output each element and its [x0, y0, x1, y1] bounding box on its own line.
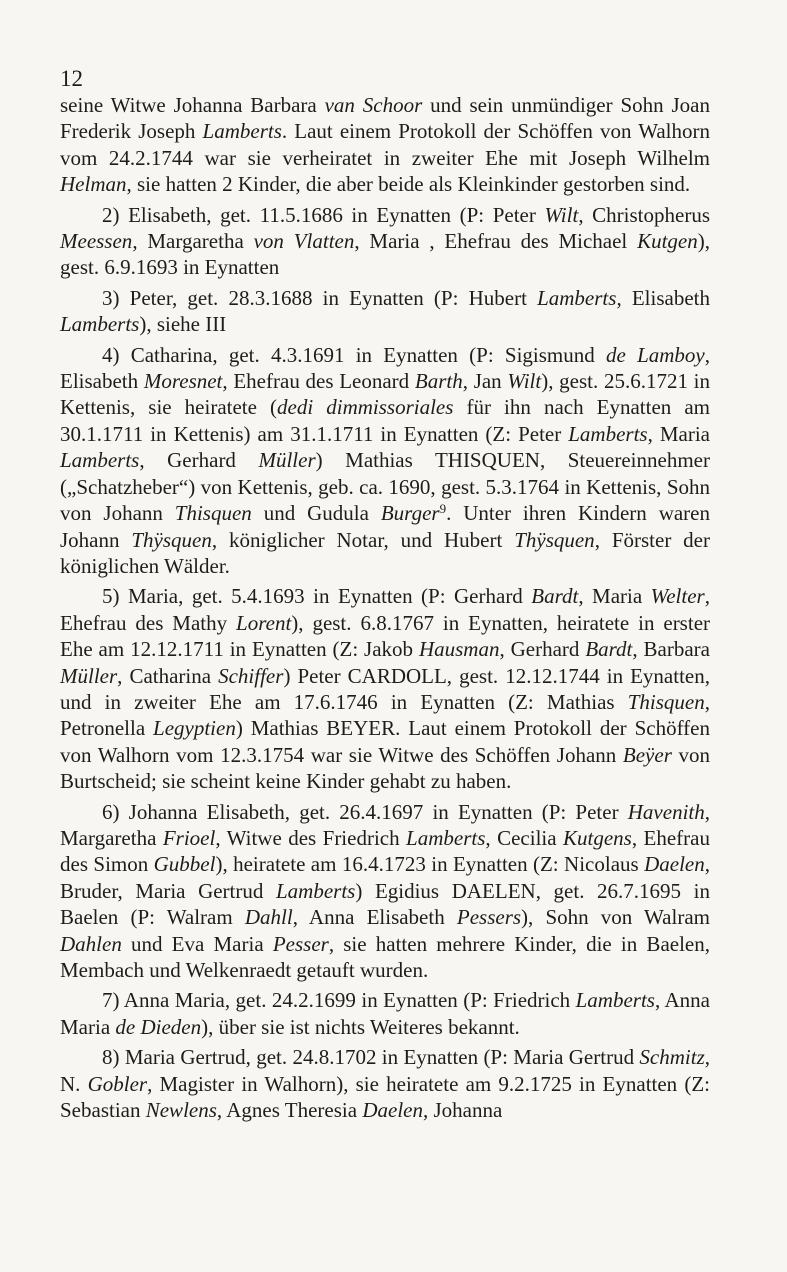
text-run: , Margaretha — [60, 799, 710, 850]
italic-name: Daelen — [362, 1098, 423, 1123]
italic-name: Helman — [60, 172, 127, 197]
paragraph — [60, 583, 710, 794]
paragraph — [60, 799, 710, 984]
text-run: 4) Catharina, get. 4.3.1691 in Eynatten (P: Sigismund — [102, 342, 607, 367]
italic-name: Thÿsquen — [514, 527, 595, 552]
italic-name: van Schoor — [324, 93, 423, 117]
body-text — [60, 92, 710, 1123]
italic-name: Beÿer — [622, 742, 672, 767]
italic-name: Lamberts — [60, 312, 140, 337]
text-run: , Gerhard — [499, 637, 586, 662]
text-run: seine Witwe Johanna Barbara — [60, 93, 325, 117]
text-run: und sein unmündiger Sohn Joan Frederik Joseph — [60, 93, 710, 144]
text-run: , Barbara — [632, 637, 710, 662]
text-run: für ihn nach Eynatten am 30.1.1711 in Kettenis) am 31.1.1711 in Eynatten (Z: Peter — [60, 395, 710, 446]
italic-name: Lamberts — [275, 878, 356, 903]
italic-name: Barth — [414, 369, 463, 394]
text-run: und Eva Maria — [121, 931, 273, 956]
text-run: , sie hatten mehrere Kinder, die in Baelen, Membach und Welkenraedt getauft wurden. — [60, 931, 710, 982]
italic-name: Lamberts — [575, 988, 655, 1013]
italic-name: Burger — [380, 501, 440, 526]
text-run: . Laut einem Protokoll der Schöffen von Walhorn vom 24.2.1744 war sie verheiratet in zweiter Ehe mit Joseph Wilhelm — [60, 119, 711, 170]
paragraph — [60, 342, 710, 580]
text-run: , Anna Elisabeth — [292, 905, 457, 930]
text-run: ), gest. 6.8.1767 in Eynatten, heiratete in erster Ehe am 12.12.1711 in Eynatten (Z: Jakob — [60, 610, 711, 662]
italic-name: Kutgen — [637, 229, 698, 254]
italic-name: Gubbel — [153, 852, 216, 877]
text-run: 3) Peter, get. 28.3.1688 in Eynatten (P: Hubert — [102, 285, 538, 310]
paragraph — [60, 92, 710, 198]
italic-name: Kutgens — [563, 825, 632, 850]
text-run: von Burtscheid; sie scheint keine Kinder gehabt zu haben. — [60, 742, 710, 794]
italic-name: Thisquen — [174, 501, 252, 526]
text-run: und Gudula — [251, 501, 381, 526]
text-run: , Maria , Ehefrau des Michael — [354, 229, 638, 254]
italic-name: Dahlen — [60, 931, 122, 956]
text-run: ), Sohn von Walram — [521, 905, 710, 930]
italic-name: Wilt — [507, 369, 542, 394]
italic-name: Müller — [258, 448, 316, 473]
text-run: , Christopherus — [578, 202, 710, 227]
italic-name: Gobler — [87, 1071, 148, 1096]
italic-name: Moresnet — [143, 369, 223, 394]
text-run: , Witwe des Friedrich — [215, 825, 407, 850]
text-run: ) Mathias BEYER. Laut einem Protokoll der Schöffen von Walhorn vom 12.3.1754 war sie Witwe des Schöffen Johann — [60, 716, 710, 767]
italic-name: Lorent — [236, 610, 292, 635]
text-run: , Ehefrau des Mathy — [60, 584, 710, 635]
italic-name: Havenith — [627, 799, 705, 824]
paragraph — [60, 1044, 710, 1123]
italic-name: Lamberts — [60, 448, 140, 473]
paragraph — [60, 285, 710, 338]
text-run: , Ehefrau des Leonard — [222, 369, 415, 394]
text-run: , Maria — [647, 421, 710, 446]
text-run: ), heiratete am 16.4.1723 in Eynatten (Z: Nicolaus — [215, 852, 645, 877]
paragraph — [60, 987, 710, 1040]
text-run: ) Mathias THISQUEN, Steuereinnehmer („Schatzheber“) von Kettenis, geb. ca. 1690, gest. 5.3.1764 in Kettenis, Sohn von Johann — [60, 448, 710, 526]
text-run: , Jan — [462, 369, 508, 394]
italic-name: Müller — [60, 663, 118, 688]
footnote-ref: 9 — [439, 501, 447, 517]
text-run: , Elisabeth — [616, 285, 710, 310]
italic-name: Lamberts — [406, 825, 486, 850]
italic-name: Hausman — [418, 637, 500, 662]
text-run: ), gest. 25.6.1721 in Kettenis, sie heiratete ( — [60, 369, 710, 420]
italic-name: Schiffer — [218, 663, 284, 688]
text-run: , Förster der königlichen Wälder. — [60, 527, 710, 578]
italic-name: Schmitz — [639, 1045, 705, 1070]
text-run: , Agnes Theresia — [216, 1098, 363, 1123]
text-run: , Magister in Walhorn), sie heiratete am 9.2.1725 in Eynatten (Z: Sebastian — [60, 1071, 711, 1123]
italic-name: Newlens — [145, 1098, 217, 1123]
text-run: . Unter ihren Kindern waren Johann — [60, 501, 710, 552]
text-run: , Petronella — [60, 689, 710, 741]
italic-name: Pesser — [272, 931, 329, 956]
italic-name: von Vlatten — [253, 229, 355, 254]
italic-name: de Dieden — [115, 1014, 202, 1039]
italic-name: Bardt — [585, 637, 633, 662]
text-run: ), über sie ist nichts Weiteres bekannt. — [201, 1014, 520, 1039]
italic-name: Meessen — [60, 229, 133, 254]
text-run: , königlicher Notar, und Hubert — [211, 527, 515, 552]
text-run: , Margaretha — [132, 229, 254, 254]
italic-name: Legyptien — [153, 716, 236, 741]
text-run: ), siehe III — [139, 312, 227, 337]
text-run: ), gest. 6.9.1693 in Eynatten — [60, 229, 710, 280]
text-run: , N. — [60, 1045, 710, 1096]
text-run: , Cecilia — [485, 825, 563, 850]
text-run: , Maria — [578, 584, 651, 609]
text-run: , Gerhard — [139, 448, 259, 473]
text-run: 8) Maria Gertrud, get. 24.8.1702 in Eynatten (P: Maria Gertrud — [102, 1045, 640, 1070]
text-run: ) Peter CARDOLL, gest. 12.12.1744 in Eynatten, und in zweiter Ehe am 17.6.1746 in Eynatten (Z: Mathias — [60, 663, 710, 714]
text-run: 2) Elisabeth, get. 11.5.1686 in Eynatten (P: Peter — [102, 202, 545, 227]
text-run: , Ehefrau des Simon — [60, 825, 710, 877]
text-run: , Anna Maria — [60, 988, 710, 1039]
text-run: , Bruder, Maria Gertrud — [60, 852, 710, 903]
text-run: 5) Maria, get. 5.4.1693 in Eynatten (P: Gerhard — [102, 584, 532, 609]
italic-name: Pessers — [456, 905, 522, 930]
italic-name: de Lamboy — [606, 342, 705, 367]
text-run: 7) Anna Maria, get. 24.2.1699 in Eynatten (P: Friedrich — [102, 988, 576, 1013]
text-run: , Catharina — [117, 663, 219, 688]
italic-name: Thÿsquen — [131, 527, 212, 552]
italic-name: Thisquen — [627, 689, 705, 714]
text-run: ) Egidius DAELEN, get. 26.7.1695 in Baelen (P: Walram — [60, 878, 710, 930]
italic-name: dedi dimmissoriales — [277, 395, 454, 420]
italic-name: Lamberts — [202, 119, 282, 144]
paragraph — [60, 202, 710, 281]
italic-name: Lamberts — [537, 285, 617, 310]
italic-name: Wilt — [544, 202, 579, 227]
page-number: 12 — [60, 66, 83, 91]
italic-name: Lamberts — [568, 421, 648, 446]
text-run: , sie hatten 2 Kinder, die aber beide als Kleinkinder gestorben sind. — [126, 172, 691, 197]
italic-name: Daelen — [644, 852, 705, 877]
italic-name: Dahll — [244, 905, 293, 930]
italic-name: Welter — [650, 584, 705, 609]
text-run: , Elisabeth — [60, 342, 710, 394]
text-run: , Johanna — [422, 1098, 503, 1123]
italic-name: Bardt — [531, 584, 579, 609]
text-run: 6) Johanna Elisabeth, get. 26.4.1697 in Eynatten (P: Peter — [102, 799, 628, 824]
italic-name: Frioel — [162, 825, 216, 850]
